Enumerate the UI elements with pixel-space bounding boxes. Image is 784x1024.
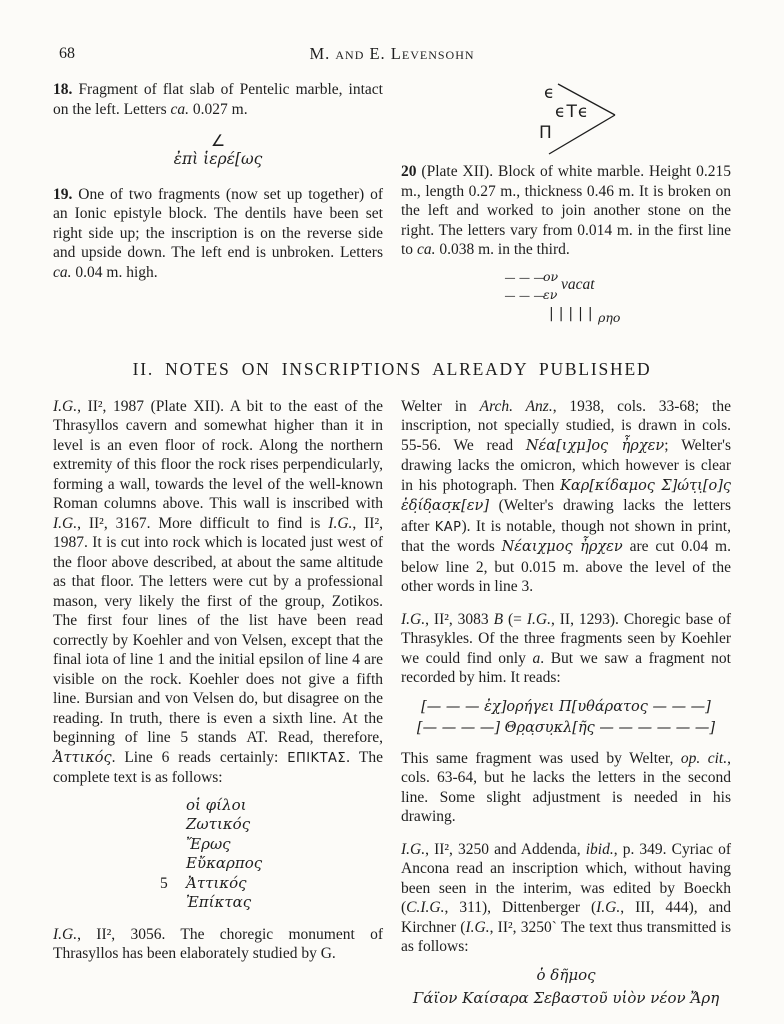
greek-line: Ζωτικός	[186, 815, 251, 833]
inscription-20-reading	[401, 268, 731, 332]
entry-19: 19. One of two fragments (now set up together) of an Ionic epistyle block. The dentils have been set right side up; the inscription is on the reverse side and upside down. The left end is unbroken. Letters ca. 0.04 m. high.	[53, 185, 383, 281]
lacuna-dashes-line2: — — —	[505, 290, 545, 302]
main-right-column	[401, 397, 731, 1020]
running-head: M. and E. Levensohn	[309, 44, 475, 63]
sketch-letters-ete: ϵΤϵ	[555, 102, 590, 122]
greek-text-block	[160, 795, 383, 913]
page-header	[53, 44, 731, 66]
inscription-20-sketch	[401, 80, 731, 158]
entry-ig-1987: I.G., II², 1987 (Plate XII). A bit to the east of the Thrasyllos cavern and somewhat higher than it in level is an even floor of rock. Along the northern extremity of this floor the rock rises perpendicularly, forming a wall, towards the level of the well-known Roman columns above. This wall is inscribed with I.G., II², 3167. More difficult to find is I.G., II², 1987. It is cut into rock which is located just west of the floor above described, at about the same altitude as that floor. The letters were cut by a professional mason, very likely the first of the group, Zotikos. The first four lines of the list have been read correctly by Koehler and von Velsen, except that the final iota of line 1 and the initial epsilon of line 4 are visible on the rock. Koehler does not give a fifth line. Bursian and von Velsen do, but disagree on the reading. In truth, there is even a sixth line. At the beginning of line 5 stands ΑΤ. Read, therefore, Ἀττικός. Line 6 reads certainly: ΕΠΙΚΤΑΣ. The complete text is as follows:	[53, 397, 383, 786]
main-left-column	[53, 397, 383, 1020]
angle-mark: ∠	[210, 131, 226, 150]
entry-ig-3056: I.G., II², 3056. The choregic monument of Thrasyllos has been elaborately studied by G.	[53, 925, 383, 962]
section-heading: II. NOTES ON INSCRIPTIONS ALREADY PUBLISHED	[132, 358, 652, 379]
line-number: 5	[160, 874, 168, 892]
stroke-marks-line3: |||||	[549, 305, 598, 322]
top-right-column	[401, 80, 731, 332]
greek-line: 5 Ἀττικός	[160, 873, 247, 892]
catalogue-section	[53, 80, 731, 332]
sketch-letter-epsilon: ϵ	[544, 83, 555, 103]
letters-line3: ρηο	[598, 309, 621, 325]
inscription-3083-line2: [— — — —] Θρ̣α̣συ̣κλ[ῆς — — — — — —]	[416, 719, 716, 736]
inscription-3250-line1: ὁ δῆμος	[536, 965, 596, 984]
inscription-3083	[401, 697, 731, 739]
letters-line1: ον	[543, 268, 559, 284]
inscription-3250-line2: Γάϊον Καίσαρα Σεβαστοῦ υἱὸν νέον Ἄρη	[412, 988, 720, 1007]
greek-line: Εὔκαρπος	[186, 854, 263, 872]
entry-ig-3083: I.G., II², 3083 B (= I.G., II, 1293). Choregic base of Thrasykles. Of the three fragments seen by Koehler we could find only a. But we saw a fragment not recorded by him. It reads:	[401, 610, 731, 686]
notes-section	[53, 397, 731, 1020]
inscription-3250	[401, 964, 731, 1010]
greek-line: οἱ φίλοι	[186, 795, 247, 814]
entry-20: 20 (Plate XII). Block of white marble. Height 0.215 m., length 0.27 m., thickness 0.46 m. It is broken on the left and worked to join another stone on the right. The letters vary from 0.014 m. in the first line to ca. 0.038 m. in the third.	[401, 163, 731, 258]
inscription-18-text: ἐπὶ ἱερέ[ως	[173, 150, 263, 168]
entry-welter-fragment: This same fragment was used by Welter, op. cit., cols. 63-64, but he lacks the letters in the second line. Some slight adjustment is needed in his drawing.	[401, 749, 731, 825]
entry-18: 18. Fragment of flat slab of Pentelic marble, intact on the left. Letters ca. 0.027 m.	[53, 81, 383, 118]
sketch-letter-pi: Π	[539, 123, 552, 143]
top-left-column	[53, 80, 383, 332]
inscription-3083-line1: [— — — ἐχ̣]ορήγει Π[υθάρατος — — —]	[421, 698, 711, 715]
greek-line: Ἔρως	[186, 834, 231, 853]
inscription-18	[53, 132, 383, 170]
page-number: 68	[59, 45, 75, 62]
vacat-label: vacat	[561, 275, 595, 293]
entry-ig-3250: I.G., II², 3250 and Addenda, ibid., p. 349. Cyriac of Ancona read an inscription which, without having been seen in the interim, was edited by Boeckh (C.I.G., 311), Dittenberger (I.G., III, 444), and Kirchner (I.G., II², 3250` The text thus transmitted is as follows:	[401, 840, 731, 955]
letters-line2: εν	[543, 286, 558, 302]
entry-welter: Welter in Arch. Anz., 1938, cols. 33-68; the inscription, not specially studied, is drawn in cols. 55-56. We read Νέα[ιχμ]ος ἦρχεν; Welter's drawing lacks the omicron, which however is clear in his photograph. Then Καρ[κίδαμος Σ]ώτ̣ι̣[ο]ς ἐδ̣ίδ̣ασ̣κ[εν] (Welter's drawing lacks the letters after ΚΑΡ). It is notable, though not shown in print, that the words Νέαιχμος ἦρχεν are cut 0.04 m. below line 2, but 0.015 m. above the level of the other words in line 3.	[401, 397, 731, 595]
greek-line: Ἐπίκτας	[186, 893, 252, 911]
lacuna-dashes-line1: — — —	[505, 272, 545, 284]
